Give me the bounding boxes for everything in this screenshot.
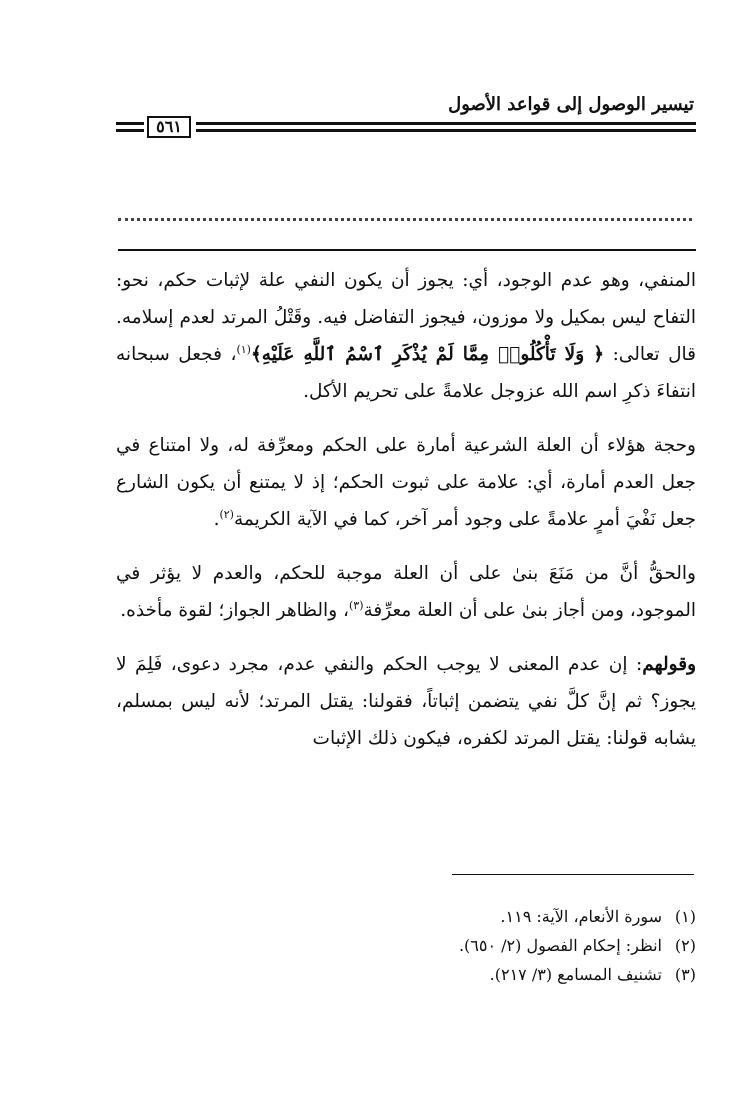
footnote-ref-3: (٣) [349,598,364,612]
paragraph-2 [116,427,696,538]
paragraph-3-text-b: ، والظاهر الجواز؛ لقوة مأخذه. [120,600,349,621]
page-number: ٥٦١ [147,116,191,138]
footnotes [200,902,696,989]
footnote [200,931,696,960]
paragraph-2-text-b: . [213,509,220,530]
footnote-ref-2: (٢) [219,507,234,521]
footnote-divider [452,874,694,875]
footnote-number: (١) [674,907,696,926]
footnote [200,902,696,931]
dotted-divider [118,208,692,221]
section-divider [118,249,696,251]
paragraph-1-text-b: ، فجعل سبحانه انتفاءَ ذكرِ اسم الله عزوجل علامةً على تحريم الأكل. [116,344,696,402]
paragraph-1-text-a: المنفي، وهو عدم الوجود، أي: يجوز أن يكون النفي علة لإثبات حكم، نحو: التفاح ليس بمكيل ولا موزون، فيجوز التفاضل فيه. وقَتْلُ المرتد لعدم إسلامه. قال تعالى: [116,270,697,365]
paragraph-4 [116,646,696,757]
paragraph-3-text-a: والحقُّ أنَّ من مَنَعَ بنىٰ على أن العلة موجبة للحكم، والعدم لا يؤثر في الموجود، ومن أجاز بنىٰ على أن العلة معرِّفة [116,563,696,621]
header-rule-top [196,122,696,125]
main-text [116,262,696,774]
header-rule-bottom [196,129,696,132]
footnote-text: انظر: إحكام الفصول (٢/ ٦٥٠). [458,936,662,955]
footnote-text: سورة الأنعام، الآية: ١١٩. [500,907,662,926]
quran-verse: ﴿ وَلَا تَأْكُلُوا۟ مِمَّا لَمْ يُذْكَرِ ٱسْمُ ٱللَّهِ عَلَيْهِ﴾ [250,344,605,365]
paragraph-4-text: : إن عدم المعنى لا يوجب الحكم والنفي عدم، مجرد دعوى، فَلِمَ لا يجوز؟ ثم إنَّ كلَّ نفي يتضمن إثباتاً، فقولنا: يقتل المرتد؛ لأنه ليس بمسلم، يشابه قولنا: يقتل المرتد لكفره، فيكون ذلك الإثبات [116,654,696,749]
paragraph-4-lead: وقولهم [642,654,696,675]
footnote-text: تشنيف المسامع (٣/ ٢١٧). [489,965,662,984]
header-rule-left-top [116,122,144,125]
paragraph-3 [116,555,696,629]
footnote-ref-1: (١) [236,342,251,356]
paragraph-2-text-a: وحجة هؤلاء أن العلة الشرعية أمارة على الحكم ومعرِّفة له، ولا امتناع في جعل العدم أمارة، أي: علامة على ثبوت الحكم؛ إذ لا يمتنع أن يكون الشارع جعل نَفْيَ أمرٍ علامةً على وجود أمر آخر، كما في الآية الكريمة [116,435,696,530]
book-title: تيسير الوصول إلى قواعد الأصول [448,94,694,115]
footnote-number: (٣) [674,965,696,984]
paragraph-1 [116,262,696,410]
footnote-number: (٢) [674,936,696,955]
footnote [200,960,696,989]
header-rule-left-bottom [116,129,144,132]
